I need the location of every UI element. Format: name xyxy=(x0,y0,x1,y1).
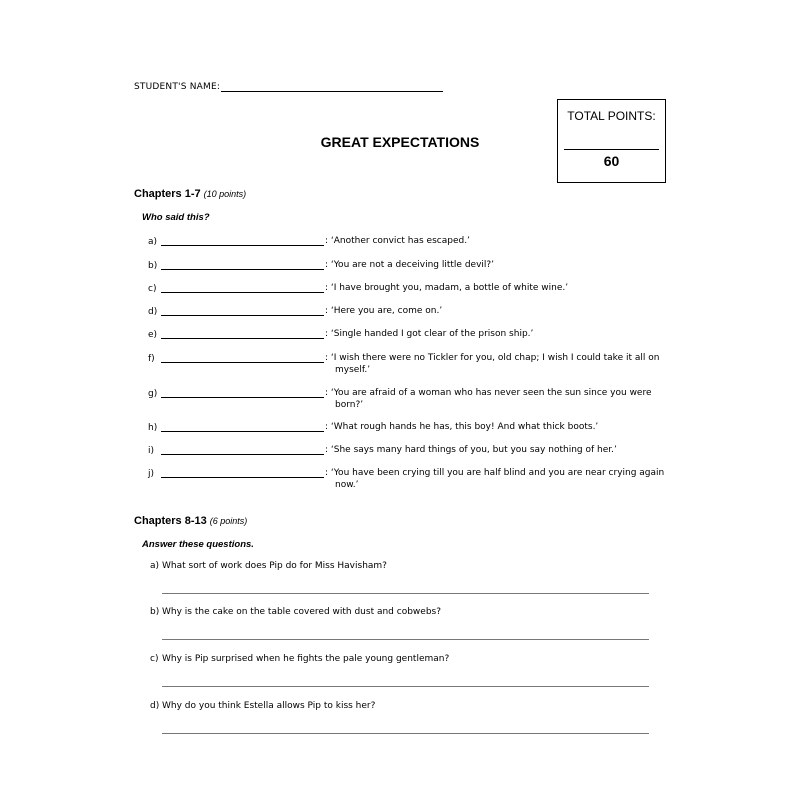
question-letter: b) xyxy=(150,607,160,617)
question-letter: g) xyxy=(148,389,158,399)
section-heading-text: Chapters 8-13 xyxy=(134,515,207,527)
answer-blank[interactable] xyxy=(161,397,324,398)
question-letter: h) xyxy=(148,423,158,433)
question-letter: d) xyxy=(148,307,158,317)
quote-text: : ‘I wish there were no Tickler for you, old chap; I wish I could take it all on myself.’ xyxy=(325,353,660,375)
question-letter: c) xyxy=(148,284,157,294)
question-text: What sort of work does Pip do for Miss Havisham? xyxy=(162,561,387,571)
answer-blank[interactable] xyxy=(161,245,324,246)
student-name-field[interactable] xyxy=(221,91,443,92)
quote-text: : ‘You are not a deceiving little devil?’ xyxy=(325,260,495,270)
answer-line[interactable] xyxy=(162,639,649,640)
section-heading-chapters-1-7 xyxy=(134,188,246,200)
quote-text: : ‘I have brought you, madam, a bottle of white wine.’ xyxy=(325,283,569,293)
answer-blank[interactable] xyxy=(161,477,324,478)
quote-text: : ‘She says many hard things of you, but you say nothing of her.’ xyxy=(325,445,617,455)
quote-text: : ‘Another convict has escaped.’ xyxy=(325,236,470,246)
question-letter: a) xyxy=(148,237,158,247)
answer-blank[interactable] xyxy=(161,431,324,432)
section-heading-chapters-8-13 xyxy=(134,515,247,527)
quote-text: : ‘What rough hands he has, this boy! And what thick boots.’ xyxy=(325,422,599,432)
total-points-divider xyxy=(564,149,659,150)
section-instruction: Answer these questions. xyxy=(142,539,254,550)
answer-blank[interactable] xyxy=(161,454,324,455)
total-points-value: 60 xyxy=(603,153,620,169)
question-text: Why is Pip surprised when he fights the pale young gentleman? xyxy=(162,654,450,664)
quote-text: : ‘Here you are, come on.’ xyxy=(325,306,443,316)
answer-blank[interactable] xyxy=(161,269,324,270)
question-letter: a) xyxy=(150,561,160,571)
question-letter: i) xyxy=(148,446,155,456)
question-letter: d) xyxy=(150,701,160,711)
question-text: Why is the cake on the table covered with dust and cobwebs? xyxy=(162,607,441,617)
section-instruction: Who said this? xyxy=(142,212,210,223)
section-points: (10 points) xyxy=(203,189,247,199)
answer-line[interactable] xyxy=(162,686,649,687)
quote-text: : ‘Single handed I got clear of the prison ship.’ xyxy=(325,329,534,339)
question-letter: b) xyxy=(148,261,158,271)
answer-blank[interactable] xyxy=(161,315,324,316)
answer-line[interactable] xyxy=(162,733,649,734)
quote-text: : ‘You have been crying till you are half blind and you are near crying again now.’ xyxy=(325,468,665,490)
total-points-label: TOTAL POINTS: xyxy=(567,109,656,123)
question-letter: c) xyxy=(150,654,159,664)
document-title: GREAT EXPECTATIONS xyxy=(320,134,480,150)
section-heading-text: Chapters 1-7 xyxy=(134,188,201,200)
quote-text: : ‘You are afraid of a woman who has never seen the sun since you were born?’ xyxy=(325,388,652,410)
answer-blank[interactable] xyxy=(161,362,324,363)
question-letter: e) xyxy=(148,330,158,340)
answer-line[interactable] xyxy=(162,593,649,594)
student-name-label: STUDENT'S NAME: xyxy=(134,82,221,92)
question-text: Why do you think Estella allows Pip to kiss her? xyxy=(162,701,376,711)
answer-blank[interactable] xyxy=(161,338,324,339)
section-points: (6 points) xyxy=(209,516,248,526)
total-points-box xyxy=(557,99,666,183)
question-letter: j) xyxy=(148,469,155,479)
answer-blank[interactable] xyxy=(161,292,324,293)
question-letter: f) xyxy=(148,354,155,364)
